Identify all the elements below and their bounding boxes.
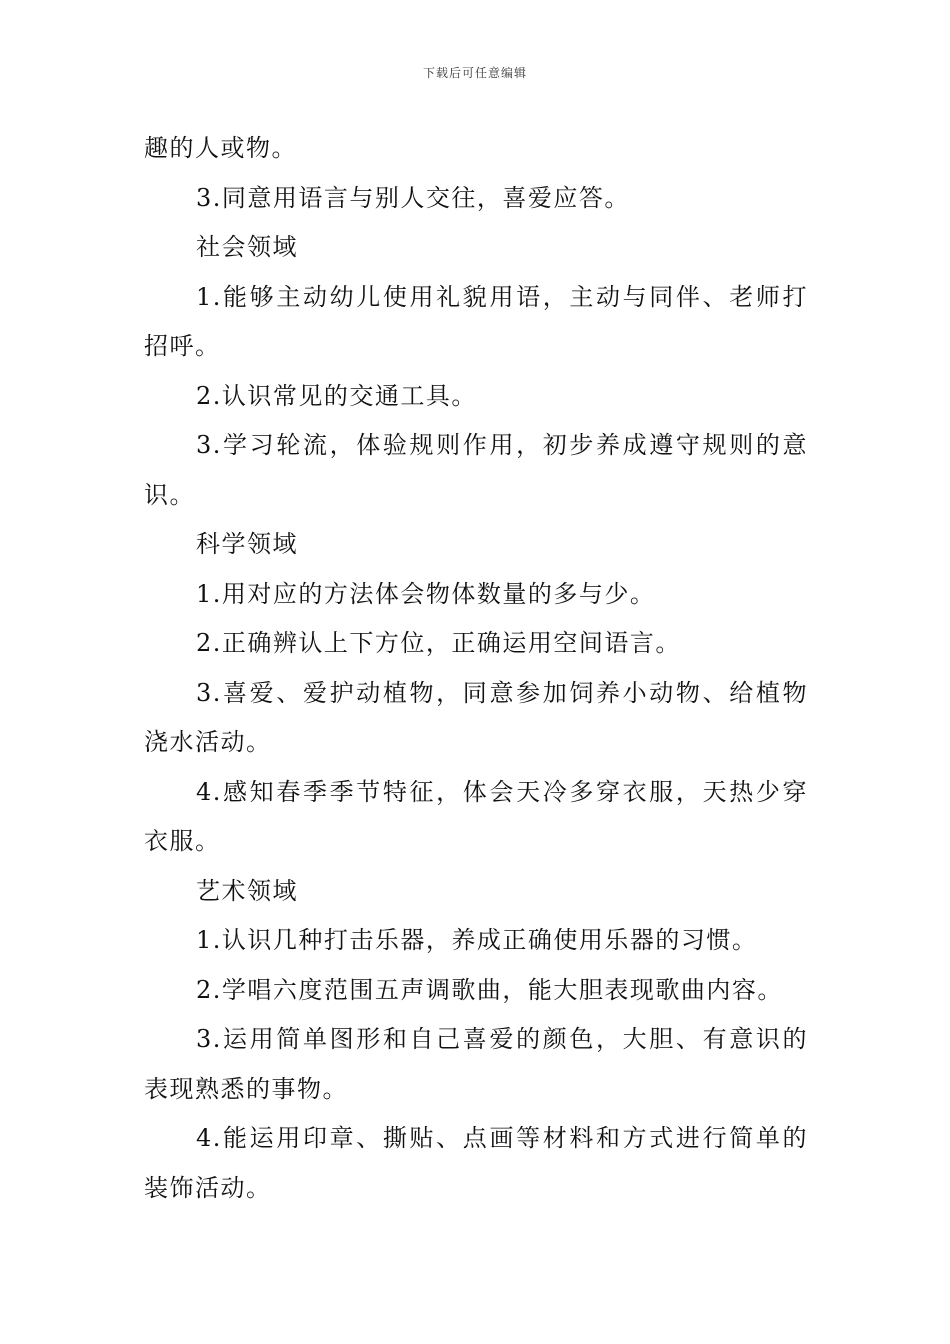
section-heading-art: 艺术领域 [196, 876, 298, 905]
page-header: 下载后可任意编辑 [422, 66, 527, 80]
paragraph-art-item-2: 2.学唱六度范围五声调歌曲，能大胆表现歌曲内容。 [196, 975, 783, 1004]
paragraph-art-item-4: 4.能运用印章、撕贴、点画等材料和方式进行简单的装饰活动。 [144, 1124, 808, 1202]
paragraph-art-item-1: 1.认识几种打击乐器，养成正确使用乐器的习惯。 [196, 926, 758, 954]
paragraph-social-item-2: 2.认识常见的交通工具。 [196, 381, 477, 410]
paragraph-science-item-1: 1.用对应的方法体会物体数量的多与少。 [196, 579, 656, 608]
paragraph-language-item-3: 3.同意用语言与别人交往，喜爱应答。 [196, 183, 630, 212]
paragraph-social-item-3: 3.学习轮流，体验规则作用，初步养成遵守规则的意识。 [144, 431, 808, 509]
paragraph-science-item-4: 4.感知春季季节特征，体会天冷多穿衣服，天热少穿衣服。 [144, 777, 808, 855]
paragraph-science-item-2: 2.正确辨认上下方位，正确运用空间语言。 [196, 629, 681, 657]
paragraph-art-item-3: 3.运用简单图形和自己喜爱的颜色，大胆、有意识的表现熟悉的事物。 [144, 1025, 808, 1103]
section-heading-science: 科学领域 [196, 530, 298, 558]
paragraph-science-item-3: 3.喜爱、爱护动植物，同意参加饲养小动物、给植物浇水活动。 [144, 678, 808, 756]
section-heading-social: 社会领域 [196, 233, 298, 261]
paragraph-social-item-1: 1.能够主动幼儿使用礼貌用语，主动与同伴、老师打招呼。 [144, 282, 808, 360]
paragraph-continuation: 趣的人或物。 [144, 134, 297, 162]
document-body [144, 124, 808, 1213]
